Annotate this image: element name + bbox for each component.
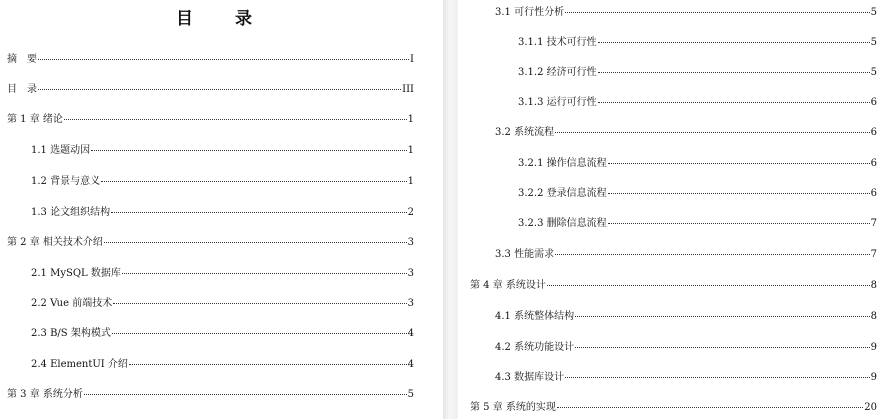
toc-entry-text: 3.1.1 技术可行性	[518, 37, 597, 48]
toc-entry-abstract[interactable]	[7, 52, 414, 68]
dot-leader	[129, 364, 407, 365]
toc-title: 目 录	[176, 9, 270, 29]
toc-page-number: 8	[870, 280, 877, 291]
toc-entry-text: 目 录	[7, 84, 37, 95]
dot-leader	[38, 59, 409, 60]
toc-entry-text: 第 3 章 系统分析	[7, 389, 83, 400]
toc-entry-3-1-2[interactable]	[518, 65, 877, 81]
toc-page-number: 6	[870, 97, 877, 108]
toc-entry-1-2[interactable]	[31, 174, 414, 190]
dot-leader	[111, 212, 407, 213]
toc-page-number: 5	[870, 67, 877, 78]
dot-leader	[38, 89, 401, 90]
toc-page-number: 5	[870, 37, 877, 48]
page-gutter	[443, 0, 458, 419]
toc-page-number: 4	[407, 359, 414, 370]
dot-leader	[555, 132, 870, 133]
toc-page-number: 9	[870, 372, 877, 383]
toc-entry-chapter-2[interactable]	[7, 235, 414, 251]
toc-left-page	[0, 0, 443, 419]
toc-entry-4-1[interactable]	[495, 309, 877, 325]
toc-page-number: 6	[870, 188, 877, 199]
toc-page-number: I	[410, 54, 414, 65]
toc-page-number: 8	[870, 311, 877, 322]
toc-entry-chapter-4[interactable]	[470, 278, 877, 294]
toc-page-number: 9	[870, 342, 877, 353]
toc-entry-text: 1.3 论文组织结构	[31, 207, 111, 218]
toc-entry-text: 2.1 MySQL 数据库	[31, 268, 121, 279]
dot-leader	[575, 347, 870, 348]
toc-page-number: 6	[870, 158, 877, 169]
toc-entry-text: 摘 要	[7, 54, 37, 65]
dot-leader	[608, 193, 870, 194]
toc-entry-text: 3.1.2 经济可行性	[518, 67, 597, 78]
toc-entry-3-1-3[interactable]	[518, 95, 877, 111]
toc-entry-text: 2.4 ElementUI 介绍	[31, 359, 128, 370]
toc-entry-2-2[interactable]	[31, 296, 414, 312]
dot-leader	[608, 163, 870, 164]
dot-leader	[608, 223, 870, 224]
dot-leader	[91, 150, 407, 151]
toc-entry-chapter-3[interactable]	[7, 387, 414, 403]
dot-leader	[104, 242, 407, 243]
toc-page-number: 6	[870, 127, 877, 138]
toc-entry-text: 4.3 数据库设计	[495, 372, 565, 383]
toc-entry-text: 1.2 背景与意义	[31, 176, 101, 187]
toc-entry-text: 第 4 章 系统设计	[470, 280, 546, 291]
toc-entry-1-1[interactable]	[31, 143, 414, 159]
toc-entry-3-1[interactable]	[495, 5, 877, 21]
toc-entry-2-4[interactable]	[31, 357, 414, 373]
toc-entry-text: 4.1 系统整体结构	[495, 311, 575, 322]
toc-entry-text: 3.2.3 删除信息流程	[518, 218, 607, 229]
toc-entry-2-1[interactable]	[31, 266, 414, 282]
toc-entry-2-3[interactable]	[31, 326, 414, 342]
dot-leader	[557, 407, 863, 408]
dot-leader	[598, 72, 870, 73]
toc-entry-chapter-5[interactable]	[470, 400, 877, 416]
dot-leader	[598, 102, 870, 103]
dot-leader	[101, 181, 407, 182]
toc-page-number: 3	[407, 237, 414, 248]
toc-page-number: 5	[407, 389, 414, 400]
toc-page-number: 1	[407, 145, 414, 156]
dot-leader	[565, 12, 870, 13]
toc-page-number: 2	[407, 207, 414, 218]
toc-entry-text: 3.1 可行性分析	[495, 7, 565, 18]
toc-entry-text: 3.2.1 操作信息流程	[518, 158, 607, 169]
dot-leader	[547, 285, 870, 286]
toc-entry-4-3[interactable]	[495, 370, 877, 386]
toc-page-number: 3	[407, 268, 414, 279]
toc-entry-text: 3.1.3 运行可行性	[518, 97, 597, 108]
toc-entry-text: 第 5 章 系统的实现	[470, 402, 556, 413]
toc-entry-3-2-2[interactable]	[518, 186, 877, 202]
toc-entry-text: 3.2.2 登录信息流程	[518, 188, 607, 199]
dot-leader	[64, 119, 407, 120]
dot-leader	[565, 377, 870, 378]
toc-entry-text: 第 1 章 绪论	[7, 114, 63, 125]
toc-page-number: 5	[870, 7, 877, 18]
dot-leader	[598, 42, 870, 43]
dot-leader	[575, 316, 870, 317]
toc-entry-4-2[interactable]	[495, 340, 877, 356]
toc-page-number: 7	[870, 249, 877, 260]
toc-page-number: III	[402, 84, 414, 95]
toc-entry-contents[interactable]	[7, 82, 414, 98]
toc-entry-text: 第 2 章 相关技术介绍	[7, 237, 103, 248]
toc-entry-3-2-1[interactable]	[518, 156, 877, 172]
dot-leader	[555, 254, 870, 255]
toc-page-number: 7	[870, 218, 877, 229]
toc-page-number: 3	[407, 298, 414, 309]
toc-right-page	[458, 0, 888, 419]
toc-entry-text: 2.2 Vue 前端技术	[31, 298, 113, 309]
toc-entry-1-3[interactable]	[31, 205, 414, 221]
toc-entry-text: 3.2 系统流程	[495, 127, 555, 138]
toc-entry-chapter-1[interactable]	[7, 112, 414, 128]
toc-entry-3-2-3[interactable]	[518, 216, 877, 232]
toc-entry-3-1-1[interactable]	[518, 35, 877, 51]
toc-entry-text: 4.2 系统功能设计	[495, 342, 575, 353]
toc-page-number: 1	[407, 114, 414, 125]
dot-leader	[84, 394, 407, 395]
toc-entry-3-2[interactable]	[495, 125, 877, 141]
toc-entry-text: 3.3 性能需求	[495, 249, 555, 260]
toc-page-number: 4	[407, 328, 414, 339]
dot-leader	[122, 273, 407, 274]
toc-entry-text: 1.1 选题动因	[31, 145, 91, 156]
toc-entry-3-3[interactable]	[495, 247, 877, 263]
dot-leader	[113, 303, 406, 304]
dot-leader	[112, 333, 407, 334]
toc-page-number: 20	[864, 402, 877, 413]
toc-entry-text: 2.3 B/S 架构模式	[31, 328, 111, 339]
toc-page-number: 1	[407, 176, 414, 187]
